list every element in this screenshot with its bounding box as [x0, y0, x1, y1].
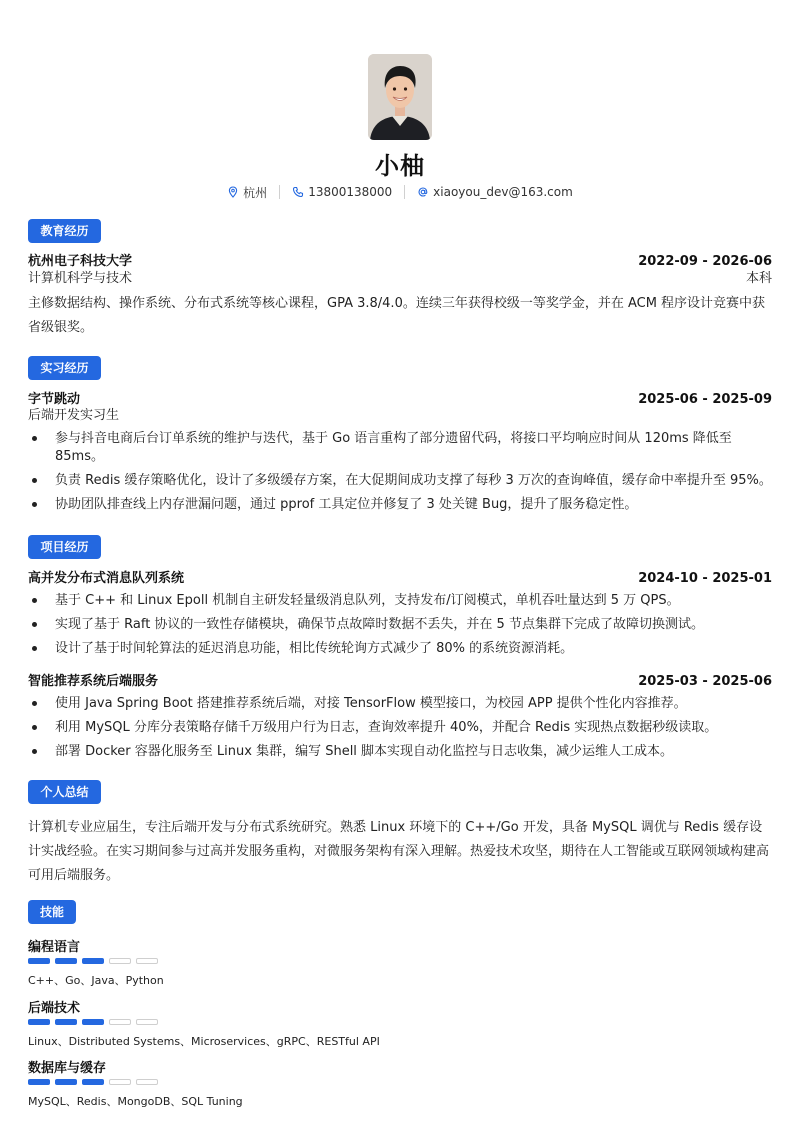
phone-icon	[292, 186, 304, 198]
section-heading-projects: 项目经历	[28, 535, 101, 559]
city-text: 杭州	[243, 185, 268, 200]
company-name: 字节跳动	[28, 392, 81, 407]
school-name: 杭州电子科技大学	[28, 254, 133, 269]
education-header	[28, 253, 772, 271]
list-item: 设计了基于时间轮算法的延迟消息功能，相比传统轮询方式减少了 80% 的系统资源消耗。	[28, 640, 772, 658]
section-heading-skills: 技能	[28, 900, 76, 924]
list-item: 部署 Docker 容器化服务至 Linux 集群，编写 Shell 脚本实现自动化监控与日志收集，减少运维人工成本。	[28, 743, 772, 761]
skill-level-segment-filled	[82, 1019, 104, 1025]
skill-level-segment-filled	[55, 958, 77, 964]
skill-category-title: 编程语言	[28, 940, 81, 955]
skill-level-segment-filled	[28, 1019, 50, 1025]
project-bullets	[28, 592, 772, 664]
project-dates: 2025-03 - 2025-06	[638, 674, 772, 689]
internship-bullets	[28, 430, 772, 520]
avatar	[368, 54, 432, 140]
skill-category-title: 后端技术	[28, 1001, 81, 1016]
skill-level-segment-filled	[82, 1079, 104, 1085]
list-item: 基于 C++ 和 Linux Epoll 机制自主研发轻量级消息队列，支持发布/订阅模式，单机吞吐量达到 5 万 QPS。	[28, 592, 772, 610]
project-header	[28, 570, 772, 588]
project-bullets	[28, 695, 772, 767]
summary-text: 计算机专业应届生，专注后端开发与分布式系统研究。熟悉 Linux 环境下的 C++/Go 开发，具备 MySQL 调优与 Redis 缓存设计实战经验。在实习期间参与过高并发服务重构，对微服务架构有深入理解。热爱技术攻坚，期待在人工智能或互联网领域构建高可用后端服务。	[28, 820, 770, 883]
internship-dates: 2025-06 - 2025-09	[638, 392, 772, 407]
contact-divider	[404, 185, 405, 199]
list-item: 负责 Redis 缓存策略优化，设计了多级缓存方案，在大促期间成功支撑了每秒 3 万次的查询峰值，缓存命中率提升至 95%。	[28, 472, 772, 490]
skill-level-segment-empty	[136, 1019, 158, 1025]
contact-phone	[292, 185, 392, 199]
location-pin-icon	[227, 186, 239, 198]
skill-level-bar	[28, 1019, 163, 1025]
skill-level-segment-filled	[82, 958, 104, 964]
email-link[interactable]: xiaoyou_dev@163.com	[433, 185, 573, 199]
skill-level-segment-filled	[55, 1079, 77, 1085]
list-item: 利用 MySQL 分库分表策略存储千万级用户行为日志，查询效率提升 40%，并配合 Redis 实现热点数据秒级读取。	[28, 719, 772, 737]
candidate-name: 小柚	[375, 152, 425, 180]
project-name: 智能推荐系统后端服务	[28, 674, 159, 689]
project-name: 高并发分布式消息队列系统	[28, 571, 185, 586]
contact-divider	[279, 185, 280, 199]
project-dates: 2024-10 - 2025-01	[638, 571, 772, 586]
skill-level-segment-filled	[28, 1079, 50, 1085]
section-heading-summary: 个人总结	[28, 780, 101, 804]
skill-level-segment-filled	[55, 1019, 77, 1025]
skill-level-segment-empty	[109, 958, 131, 964]
contact-location	[227, 184, 267, 201]
skill-category-title: 数据库与缓存	[28, 1061, 107, 1076]
section-heading-education: 教育经历	[28, 219, 101, 243]
skill-level-segment-empty	[136, 1079, 158, 1085]
skill-items: MySQL、Redis、MongoDB、SQL Tuning	[28, 1095, 243, 1108]
list-item: 实现了基于 Raft 协议的一致性存储模块，确保节点故障时数据不丢失，并在 5 节点集群下完成了故障切换测试。	[28, 616, 772, 634]
skill-level-bar	[28, 958, 163, 964]
list-item: 使用 Java Spring Boot 搭建推荐系统后端，对接 TensorFlow 模型接口，为校园 APP 提供个性化内容推荐。	[28, 695, 772, 713]
phone-text: 13800138000	[308, 185, 393, 199]
contact-info	[0, 184, 800, 200]
skill-level-segment-empty	[109, 1079, 131, 1085]
skill-level-segment-empty	[136, 958, 158, 964]
internship-role-row	[28, 407, 772, 425]
education-subheader	[28, 270, 772, 288]
skill-level-bar	[28, 1079, 163, 1085]
education-description: 主修数据结构、操作系统、分布式系统等核心课程，GPA 3.8/4.0。连续三年获得校级一等奖学金，并在 ACM 程序设计竞赛中获省级银奖。	[28, 296, 766, 335]
list-item: 协助团队排查线上内存泄漏问题，通过 pprof 工具定位并修复了 3 处关键 Bug，提升了服务稳定性。	[28, 496, 772, 514]
list-item: 参与抖音电商后台订单系统的维护与迭代，基于 Go 语言重构了部分遗留代码，将接口平均响应时间从 120ms 降低至 85ms。	[28, 430, 772, 466]
role-text: 后端开发实习生	[28, 408, 120, 423]
skill-items: Linux、Distributed Systems、Microservices、gRPC、RESTful API	[28, 1035, 380, 1048]
skill-level-segment-filled	[28, 958, 50, 964]
section-heading-internship: 实习经历	[28, 356, 101, 380]
skill-level-segment-empty	[109, 1019, 131, 1025]
education-dates: 2022-09 - 2026-06	[638, 254, 772, 269]
at-sign-icon	[417, 186, 429, 198]
major-text: 计算机科学与技术	[28, 271, 133, 286]
avatar-photo	[368, 54, 432, 140]
degree-text: 本科	[745, 271, 772, 286]
contact-email	[417, 185, 573, 199]
skill-items: C++、Go、Java、Python	[28, 974, 164, 987]
project-header	[28, 673, 772, 691]
